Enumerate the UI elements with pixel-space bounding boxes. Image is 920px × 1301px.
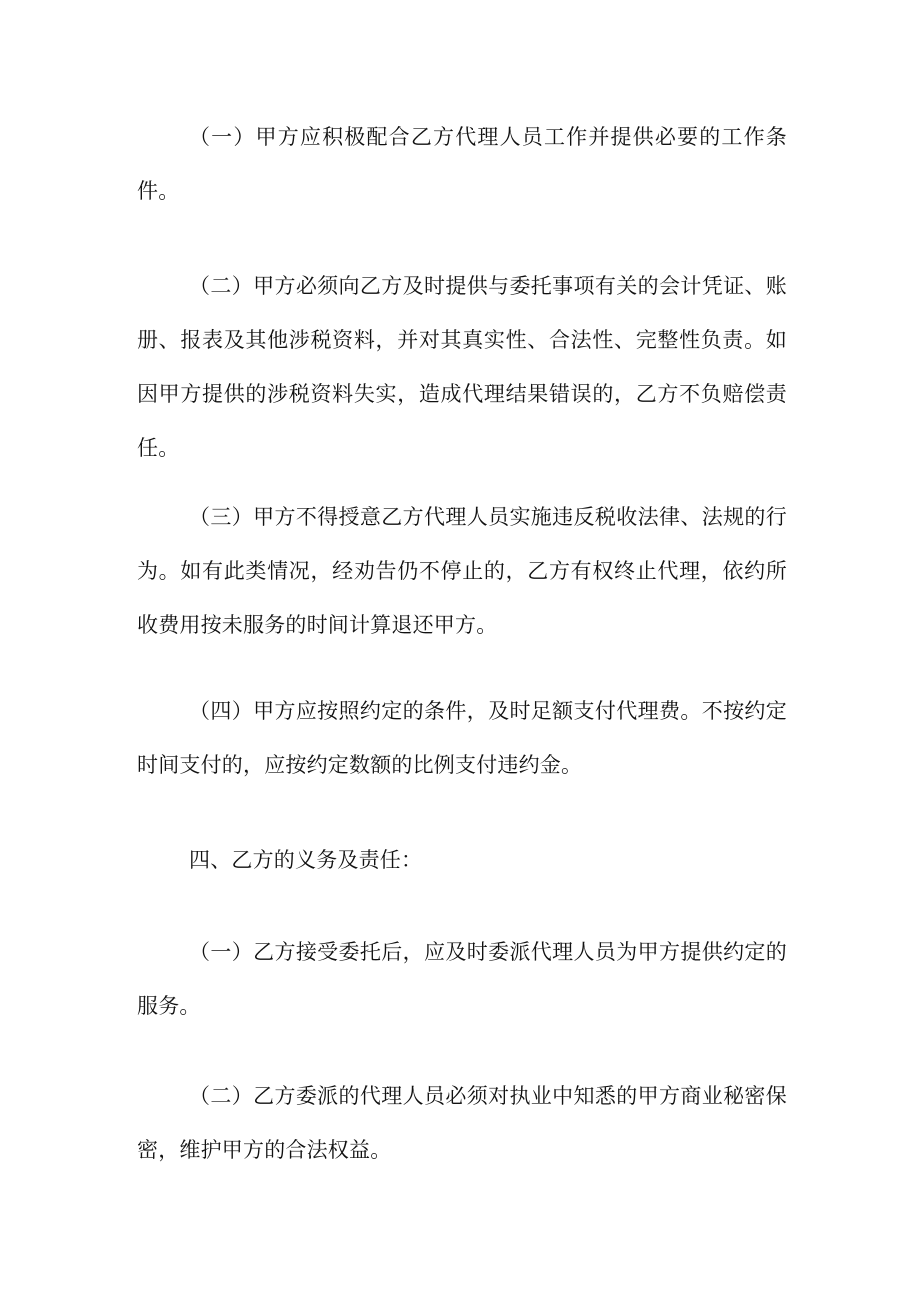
clause-party-a-cooperation: （一）甲方应积极配合乙方代理人员工作并提供必要的工作条件。 xyxy=(137,125,787,203)
section-heading-party-b-obligations: 四、乙方的义务及责任： xyxy=(189,848,423,872)
clause-party-b-confidentiality: （二）乙方委派的代理人员必须对执业中知悉的甲方商业秘密保密，维护甲方的合法权益。 xyxy=(137,1084,787,1162)
clause-party-a-no-illegal-instruction: （三）甲方不得授意乙方代理人员实施违反税收法律、法规的行为。如有此类情况，经劝告仍不停止的，乙方有权终止代理，依约所收费用按未服务的时间计算退还甲方。 xyxy=(137,505,787,637)
clause-party-a-provide-materials: （二）甲方必须向乙方及时提供与委托事项有关的会计凭证、账册、报表及其他涉税资料，并对其真实性、合法性、完整性负责。如因甲方提供的涉税资料失实，造成代理结果错误的，乙方不负赔偿责任。 xyxy=(137,274,787,460)
clause-party-a-payment: （四）甲方应按照约定的条件，及时足额支付代理费。不按约定时间支付的，应按约定数额的比例支付违约金。 xyxy=(137,699,787,777)
clause-party-b-assign-agents: （一）乙方接受委托后，应及时委派代理人员为甲方提供约定的服务。 xyxy=(137,940,787,1018)
